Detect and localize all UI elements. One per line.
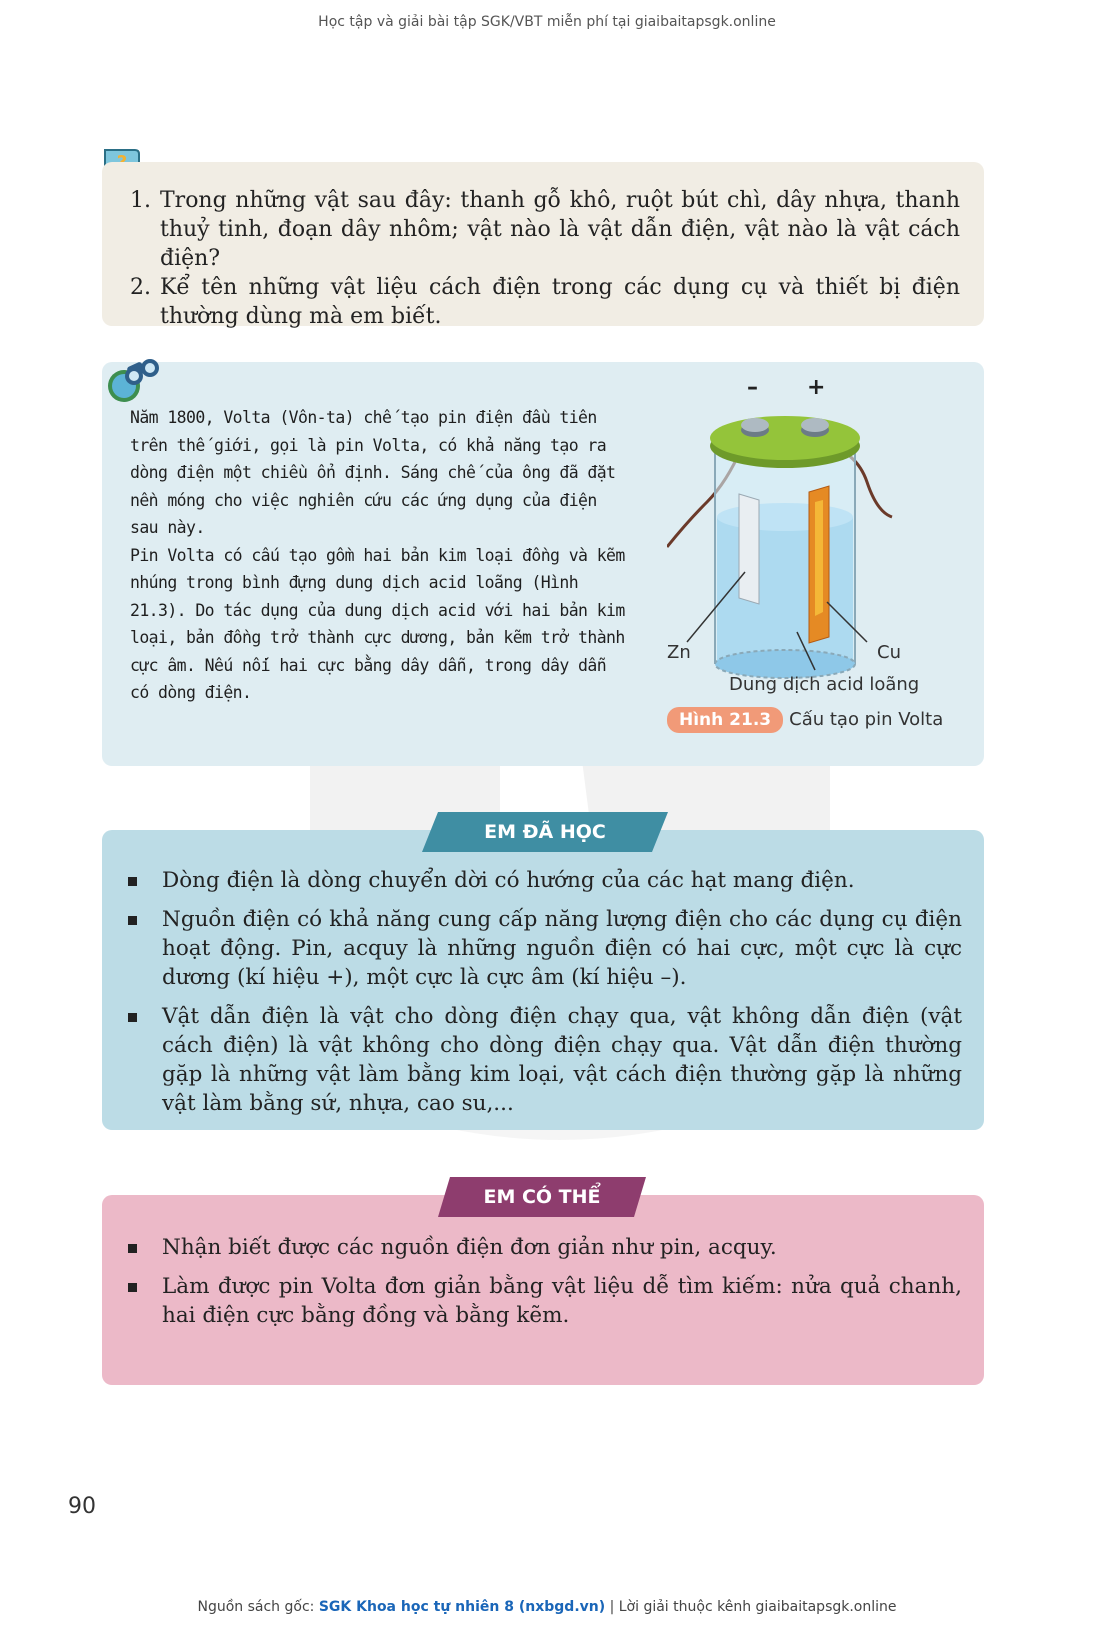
solution-label: Dung dịch acid loãng: [729, 674, 920, 695]
learned-box: [102, 830, 984, 1130]
question-number: 2.: [130, 275, 151, 300]
info-paragraph: Pin Volta có cấu tạo gồm hai bản kim loại đồng và kẽm nhúng trong bình đựng dung dịch acid loãng (Hình 21.3). Do tác dụng của dung dịch acid với hai bản kim loại, bản đồng trở thành cực dương, bản kẽm trở thành cực âm. Nếu nối hai cực bằng dây dẫn, trong dây dẫn có dòng điện.: [130, 545, 625, 702]
footer-prefix: Nguồn sách gốc:: [197, 1599, 315, 1615]
zinc-label: Zn: [667, 642, 691, 663]
learned-tab: [420, 812, 670, 852]
question-item: [130, 273, 960, 331]
can-box: [102, 1195, 984, 1385]
info-box: [102, 362, 984, 766]
learned-title: EM ĐÃ HỌC: [484, 821, 606, 843]
volta-figure: [667, 372, 977, 762]
copper-label: Cu: [877, 642, 901, 663]
can-item: Nhận biết được các nguồn điện đơn giản như pin, acquy.: [124, 1233, 962, 1262]
question-text: Kể tên những vật liệu cách điện trong các dụng cụ và thiết bị điện thường dùng mà em biết.: [160, 275, 960, 329]
question-item: [130, 186, 960, 273]
question-text: Trong những vật sau đây: thanh gỗ khô, ruột bút chì, dây nhựa, thanh thuỷ tinh, đoạn dây nhôm; vật nào là vật dẫn điện, vật nào là vật cách điện?: [160, 188, 960, 271]
can-title: EM CÓ THỂ: [483, 1186, 601, 1208]
can-list: [124, 1233, 962, 1340]
learned-item: Vật dẫn điện là vật cho dòng điện chạy qua, vật không dẫn điện (vật cách điện) là vật không cho dòng điện chạy qua. Vật dẫn điện thường gặp là những vật làm bằng kim loại, vật cách điện thường gặp là những vật làm bằng sứ, nhựa, cao su,...: [124, 1002, 962, 1118]
figure-caption: [667, 707, 943, 733]
footer-suffix: | Lời giải thuộc kênh giaibaitapsgk.online: [609, 1599, 897, 1615]
can-item: Làm được pin Volta đơn giản bằng vật liệu dễ tìm kiếm: nửa quả chanh, hai điện cực bằng đồng và bằng kẽm.: [124, 1272, 962, 1330]
binoculars-icon: [104, 356, 164, 404]
volta-cell-illustration: [667, 372, 977, 702]
page-header: Học tập và giải bài tập SGK/VBT miễn phí tại giaibaitapsgk.online: [318, 14, 776, 30]
info-text: [130, 404, 630, 707]
page-footer: [0, 1599, 1094, 1615]
footer-source-link[interactable]: SGK Khoa học tự nhiên 8 (nxbgd.vn): [318, 1599, 606, 1615]
page-number: 90: [68, 1494, 96, 1519]
learned-item: Dòng điện là dòng chuyển dời có hướng của các hạt mang điện.: [124, 866, 962, 895]
question-number: 1.: [130, 188, 151, 213]
positive-terminal-label: +: [807, 375, 826, 400]
figure-badge: Hình 21.3: [667, 707, 783, 733]
info-paragraph: Năm 1800, Volta (Vôn-ta) chế tạo pin điện đầu tiên trên thế giới, gọi là pin Volta, có khả năng tạo ra dòng điện một chiều ổn định. Sáng chế của ông đã đặt nền móng cho việc nghiên cứu các ứng dụng của điện sau này.: [130, 408, 616, 537]
can-tab: [436, 1177, 648, 1217]
question-box: [102, 162, 984, 329]
question-list: [130, 186, 960, 331]
negative-terminal-label: –: [747, 375, 758, 400]
figure-caption-text: Cấu tạo pin Volta: [789, 709, 944, 730]
learned-list: [124, 866, 962, 1128]
learned-item: Nguồn điện có khả năng cung cấp năng lượng điện cho các dụng cụ điện hoạt động. Pin, acquy là những nguồn điện có hai cực, một cực là cực dương (kí hiệu +), một cực là cực âm (kí hiệu –).: [124, 905, 962, 992]
